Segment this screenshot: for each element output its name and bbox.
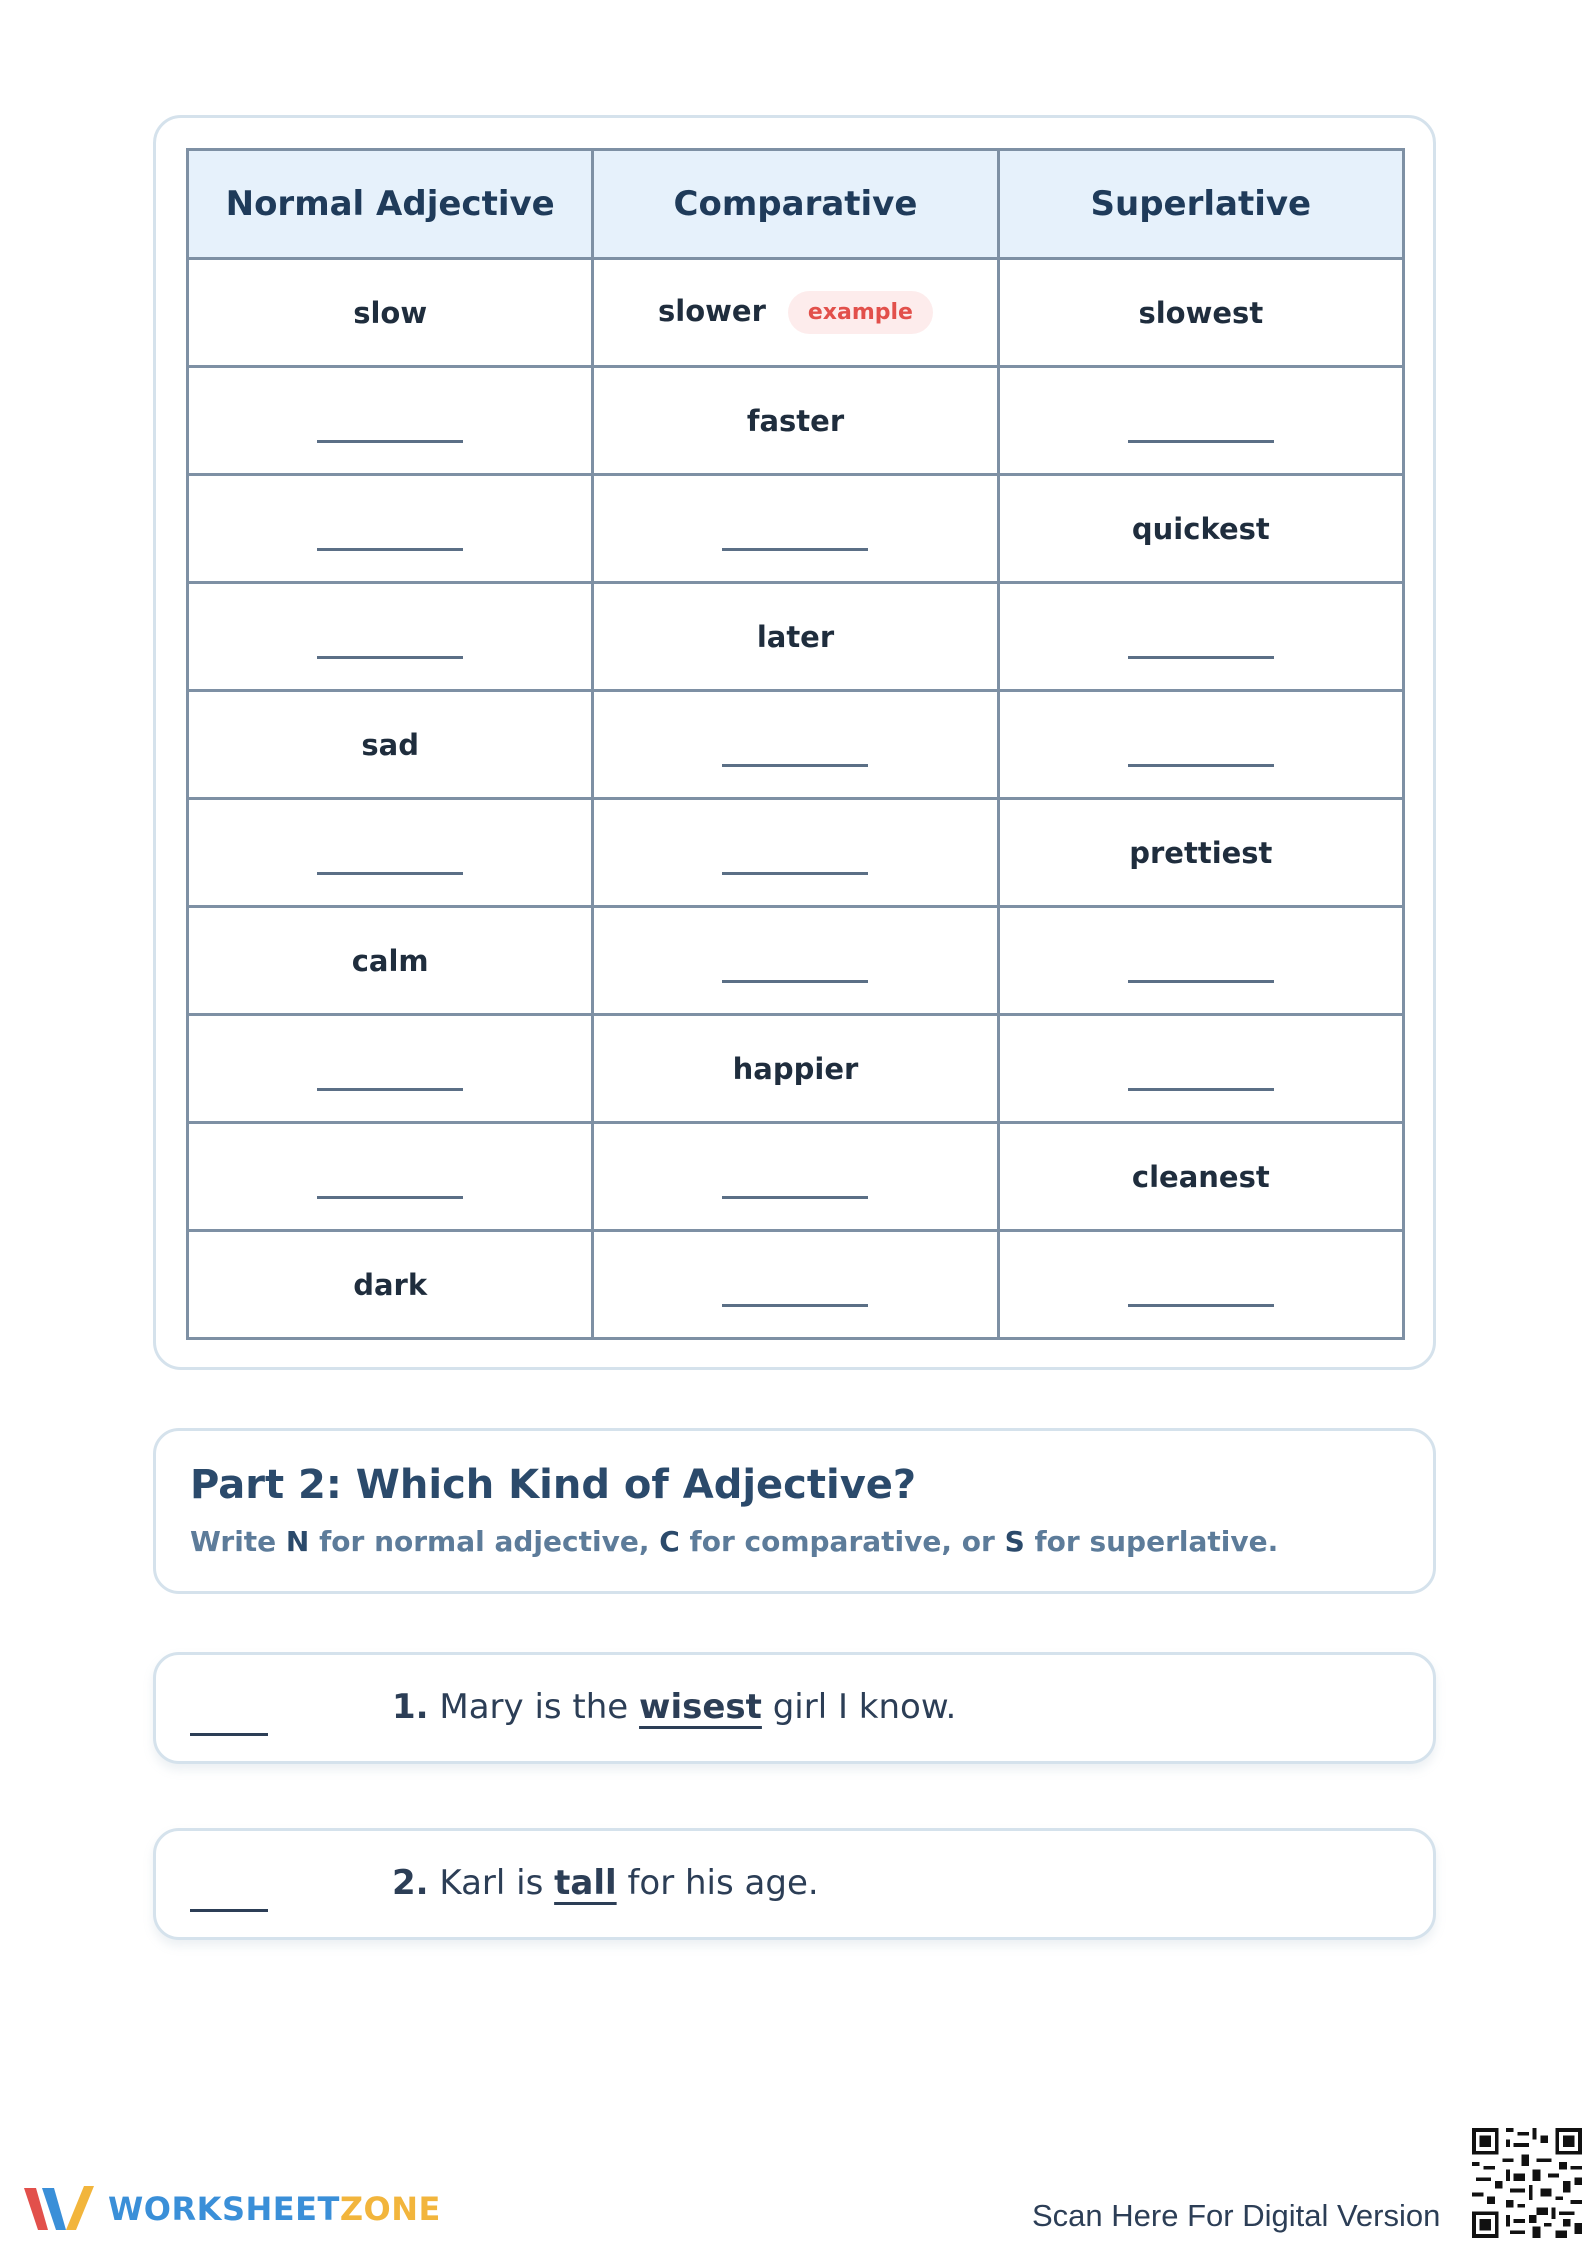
cell-comparative [593,367,998,475]
adjective-word: slow [353,295,428,330]
cell-superlative[interactable] [998,367,1403,475]
adjective-word: slower [658,293,766,328]
header-superlative: Superlative [998,150,1403,259]
adjective-word: quickest [1131,511,1270,546]
answer-blank[interactable] [722,1196,868,1199]
adjective-table [186,148,1405,1340]
cell-normal[interactable] [188,1015,593,1123]
header-comparative: Comparative [593,150,998,259]
answer-blank[interactable] [1128,1088,1274,1091]
cell-superlative [998,799,1403,907]
table-row [188,259,1404,367]
instr-text: Write [190,1525,286,1558]
answer-blank[interactable] [1128,656,1274,659]
question-after: for his age. [616,1863,819,1903]
table-row [188,475,1404,583]
question-text [392,1687,956,1727]
cell-normal [188,259,593,367]
cell-superlative [998,1123,1403,1231]
answer-blank[interactable] [317,548,463,551]
part2-card [153,1428,1436,1594]
instr-text: for comparative, or [679,1525,1005,1558]
adjective-word: dark [353,1267,428,1302]
question-card-1 [153,1652,1436,1764]
question-before: Karl is [428,1863,555,1903]
cell-superlative[interactable] [998,1015,1403,1123]
adjective-word: happier [732,1051,859,1086]
part2-instructions [190,1525,1399,1558]
cell-superlative[interactable] [998,907,1403,1015]
adjective-word: cleanest [1131,1159,1270,1194]
table-header-row [188,150,1404,259]
question-text [392,1863,819,1903]
cell-normal [188,1231,593,1339]
instr-text: for normal adjective, [309,1525,660,1558]
adjective-word: sad [361,727,419,762]
table-row [188,1231,1404,1339]
adjective-word: faster [746,403,845,438]
table-row [188,367,1404,475]
adjective-word: later [756,619,835,654]
question-number: 2. [392,1863,429,1903]
answer-blank[interactable] [722,1304,868,1307]
cell-normal[interactable] [188,1123,593,1231]
answer-blank[interactable] [722,980,868,983]
cell-comparative[interactable] [593,799,998,907]
cell-superlative [998,259,1403,367]
key-adjective: wisest [639,1687,762,1727]
question-after: girl I know. [761,1687,957,1727]
answer-blank[interactable] [1128,980,1274,983]
cell-normal[interactable] [188,475,593,583]
cell-comparative [593,583,998,691]
question-card-2 [153,1828,1436,1940]
table-row [188,799,1404,907]
brand-part2: ZONE [339,2190,441,2228]
table-row [188,691,1404,799]
key-adjective: tall [554,1863,617,1903]
answer-blank[interactable] [190,1733,268,1736]
example-badge: example [788,291,933,334]
instr-letter-c: C [659,1525,680,1558]
answer-blank[interactable] [317,1196,463,1199]
answer-blank[interactable] [722,548,868,551]
brand-name[interactable] [108,2190,441,2228]
cell-normal[interactable] [188,367,593,475]
brand-part1: WORKSHEET [108,2190,340,2228]
cell-comparative[interactable] [593,475,998,583]
cell-normal [188,907,593,1015]
answer-blank[interactable] [317,872,463,875]
table-row [188,907,1404,1015]
adjective-word: prettiest [1129,835,1273,870]
header-normal-adjective: Normal Adjective [188,150,593,259]
answer-blank[interactable] [317,656,463,659]
cell-normal [188,691,593,799]
part2-title: Part 2: Which Kind of Adjective? [190,1462,917,1508]
answer-blank[interactable] [722,764,868,767]
cell-comparative [593,259,998,367]
table-body [188,259,1404,1339]
cell-superlative [998,475,1403,583]
question-before: Mary is the [428,1687,640,1727]
question-number: 1. [392,1687,429,1727]
cell-superlative[interactable] [998,691,1403,799]
qr-code-icon[interactable] [1472,2128,1582,2238]
cell-comparative [593,1015,998,1123]
adjective-table-card [153,115,1436,1370]
adjective-word: calm [351,943,429,978]
cell-comparative[interactable] [593,907,998,1015]
worksheetzone-logo-icon [18,2180,98,2236]
table-row [188,583,1404,691]
answer-blank[interactable] [317,1088,463,1091]
cell-normal[interactable] [188,799,593,907]
cell-comparative[interactable] [593,1123,998,1231]
answer-blank[interactable] [1128,1304,1274,1307]
adjective-word: slowest [1138,295,1264,330]
answer-blank[interactable] [190,1909,268,1912]
cell-comparative[interactable] [593,691,998,799]
answer-blank[interactable] [317,440,463,443]
answer-blank[interactable] [1128,764,1274,767]
answer-blank[interactable] [1128,440,1274,443]
answer-blank[interactable] [722,872,868,875]
instr-letter-n: N [285,1525,310,1558]
instr-letter-s: S [1004,1525,1025,1558]
cell-superlative[interactable] [998,583,1403,691]
scan-text: Scan Here For Digital Version [1032,2198,1441,2233]
table-row [188,1123,1404,1231]
cell-comparative[interactable] [593,1231,998,1339]
cell-normal[interactable] [188,583,593,691]
table-row [188,1015,1404,1123]
instr-text: for superlative. [1024,1525,1279,1558]
cell-superlative[interactable] [998,1231,1403,1339]
